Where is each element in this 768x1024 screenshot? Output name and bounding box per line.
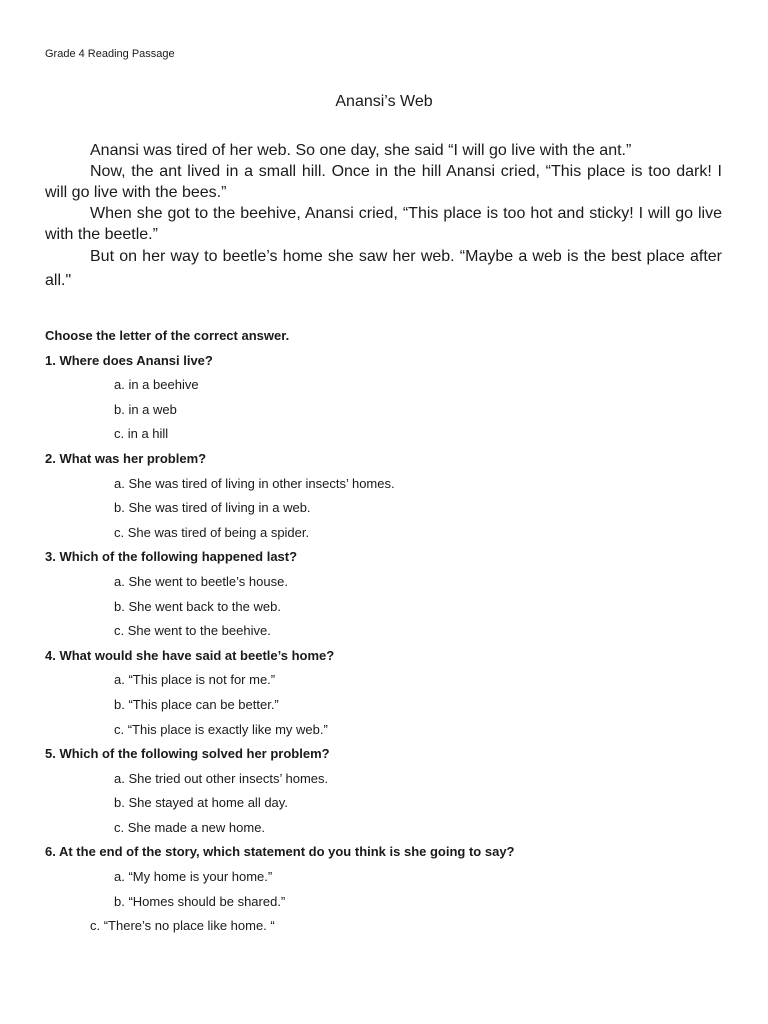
passage-title: Anansi’s Web bbox=[335, 93, 433, 110]
question-2: 2. What was her problem? bbox=[45, 450, 207, 466]
question-1-option-c: c. in a hill bbox=[114, 426, 169, 442]
quiz-section bbox=[45, 326, 735, 941]
question-6-option-a: a. “My home is your home.” bbox=[114, 869, 273, 885]
question-2-option-b: b. She was tired of living in a web. bbox=[114, 500, 311, 516]
question-6: 6. At the end of the story, which statement do you think is she going to say? bbox=[45, 844, 515, 860]
grade-label: Grade 4 Reading Passage bbox=[45, 48, 175, 60]
passage-paragraph: When she got to the beehive, Anansi cried, “This place is too hot and sticky! I will go live with the beetle.” bbox=[45, 205, 722, 243]
question-3-option-b: b. She went back to the web. bbox=[114, 598, 281, 614]
reading-passage bbox=[45, 140, 722, 293]
question-5-option-a: a. She tried out other insects’ homes. bbox=[114, 770, 329, 786]
question-4-option-b: b. “This place can be better.” bbox=[114, 696, 279, 712]
question-3-option-a: a. She went to beetle’s house. bbox=[114, 573, 288, 589]
quiz-instructions: Choose the letter of the correct answer. bbox=[45, 328, 290, 343]
question-6-option-b: b. “Homes should be shared.” bbox=[114, 893, 286, 909]
question-6-option-c: c. “There’s no place like home. “ bbox=[90, 918, 275, 934]
question-4: 4. What would she have said at beetle’s home? bbox=[45, 647, 335, 663]
question-4-option-c: c. “This place is exactly like my web.” bbox=[114, 721, 328, 737]
passage-paragraph: Now, the ant lived in a small hill. Once in the hill Anansi cried, “This place is too dark! I will go live with the bees.” bbox=[45, 163, 722, 201]
question-2-option-c: c. She was tired of being a spider. bbox=[114, 524, 310, 540]
passage-paragraph: But on her way to beetle’s home she saw her web. “Maybe a web is the best place after all." bbox=[45, 248, 722, 289]
question-3-option-c: c. She went to the beehive. bbox=[114, 623, 271, 639]
question-5-option-b: b. She stayed at home all day. bbox=[114, 795, 288, 811]
question-1: 1. Where does Anansi live? bbox=[45, 352, 213, 368]
passage-paragraph: Anansi was tired of her web. So one day, she said “I will go live with the ant.” bbox=[90, 142, 632, 159]
question-5: 5. Which of the following solved her problem? bbox=[45, 746, 330, 762]
question-4-option-a: a. “This place is not for me.” bbox=[114, 672, 276, 688]
question-2-option-a: a. She was tired of living in other insects’ homes. bbox=[114, 475, 395, 491]
question-1-option-a: a. in a beehive bbox=[114, 377, 199, 393]
question-1-option-b: b. in a web bbox=[114, 401, 177, 417]
question-3: 3. Which of the following happened last? bbox=[45, 549, 298, 565]
question-5-option-c: c. She made a new home. bbox=[114, 819, 266, 835]
